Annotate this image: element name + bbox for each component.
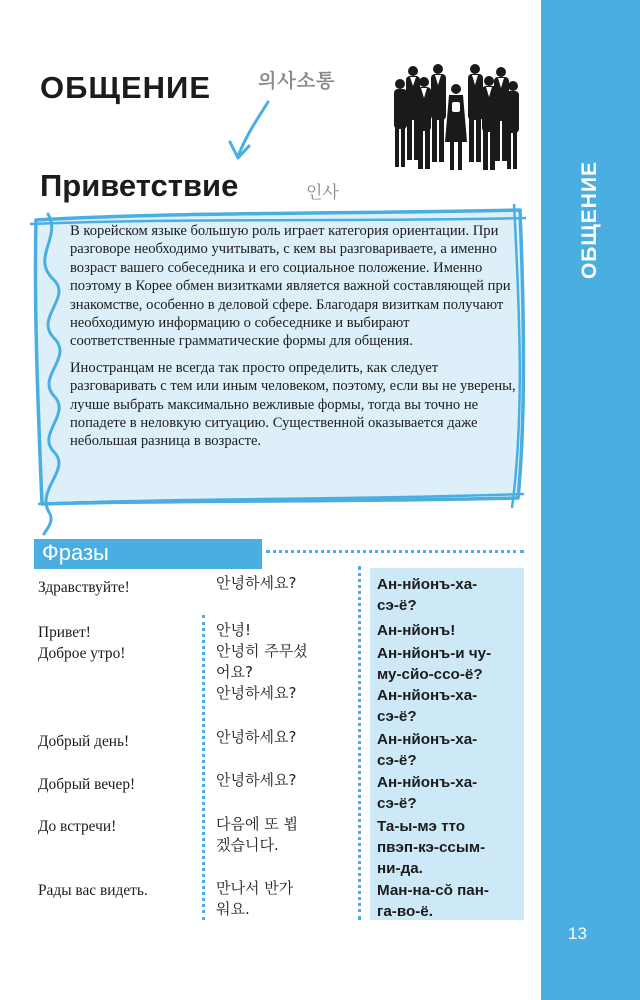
hand-drawn-arrow-icon bbox=[222, 98, 282, 168]
phrases-header-label: Фразы bbox=[42, 540, 109, 565]
phrases-header bbox=[34, 539, 262, 569]
phrase-korean: 안녕하세요? bbox=[216, 684, 297, 702]
column-divider-2 bbox=[358, 566, 361, 920]
sidebar-title bbox=[541, 160, 640, 280]
phrase-transliteration: Ман-на-сŏ пан- га-во-ё. bbox=[377, 882, 489, 920]
phrase-russian: Доброе утро! bbox=[38, 645, 126, 662]
phrase-transliteration: Ан-нйонъ-и чу- му-сйо-ссо-ё? bbox=[377, 645, 492, 683]
page-number: 13 bbox=[568, 924, 587, 943]
intro-text bbox=[70, 222, 516, 459]
phrase-korean: 안녕히 주무셨 어요? bbox=[216, 642, 308, 681]
phrase-russian: Здравствуйте! bbox=[38, 579, 130, 596]
page-title: ОБЩЕНИЕ bbox=[40, 70, 212, 105]
phrase-transliteration: Ан-нйонъ-ха- сэ-ё? bbox=[377, 731, 478, 769]
header-dotted-line bbox=[266, 550, 524, 553]
phrase-korean: 안녕하세요? bbox=[216, 728, 297, 746]
section-title-korean: 인사 bbox=[306, 183, 339, 203]
phrase-transliteration: Ан-нйонъ-ха- сэ-ё? bbox=[377, 774, 478, 812]
phrase-transliteration: Ан-нйонъ! bbox=[377, 622, 456, 639]
phrase-korean: 안녕하세요? bbox=[216, 771, 297, 789]
sidebar-title-text: ОБЩЕНИЕ bbox=[578, 160, 602, 280]
sidebar bbox=[541, 0, 640, 1000]
column-divider-1 bbox=[202, 615, 205, 920]
business-people-illustration bbox=[393, 62, 521, 174]
phrase-russian: До встречи! bbox=[38, 818, 117, 835]
phrase-russian: Привет! bbox=[38, 624, 91, 641]
phrase-russian: Добрый вечер! bbox=[38, 776, 136, 793]
page-title-korean: 의사소통 bbox=[258, 70, 336, 92]
phrase-transliteration: Ан-нйонъ-ха- сэ-ё? bbox=[377, 687, 478, 725]
phrase-korean: 만나서 반가 워요. bbox=[216, 879, 294, 918]
phrase-transliteration: Та-ы-мэ тто пвэп-кэ-ссым- ни-да. bbox=[377, 818, 486, 877]
intro-paragraph-2: Иностранцам не всегда так просто определить, как следует разговаривать с тем или иным человеком, поэтому, если вы не уверены, лучше выбрать максимально вежливые формы, тогда вы точно не попадете в неловкую ситуацию. Существенной оказывается даже небольшая разница в возрасте. bbox=[70, 359, 516, 450]
phrase-korean: 안녕하세요? bbox=[216, 574, 297, 592]
phrase-russian: Добрый день! bbox=[38, 733, 130, 750]
phrase-transliteration: Ан-нйонъ-ха- сэ-ё? bbox=[377, 576, 478, 614]
intro-paragraph-1: В корейском языке большую роль играет категория ориентации. При разговоре необходимо учитывать, с кем вы разговариваете, а именно возраст вашего собеседника и его социальное положение. Именно поэтому в Корее обмен визитками является важной составляющей при знакомстве, особенно в деловой сфере. Благодаря визиткам получают необходимую информацию о собеседнике и выбирают соответственные грамматические формы для общения. bbox=[70, 223, 511, 350]
phrase-korean: 다음에 또 뵙 겠습니다. bbox=[216, 815, 298, 854]
phrase-korean: 안녕! bbox=[216, 621, 251, 639]
section-title: Приветствие bbox=[40, 168, 239, 203]
phrase-russian: Рады вас видеть. bbox=[38, 882, 148, 899]
